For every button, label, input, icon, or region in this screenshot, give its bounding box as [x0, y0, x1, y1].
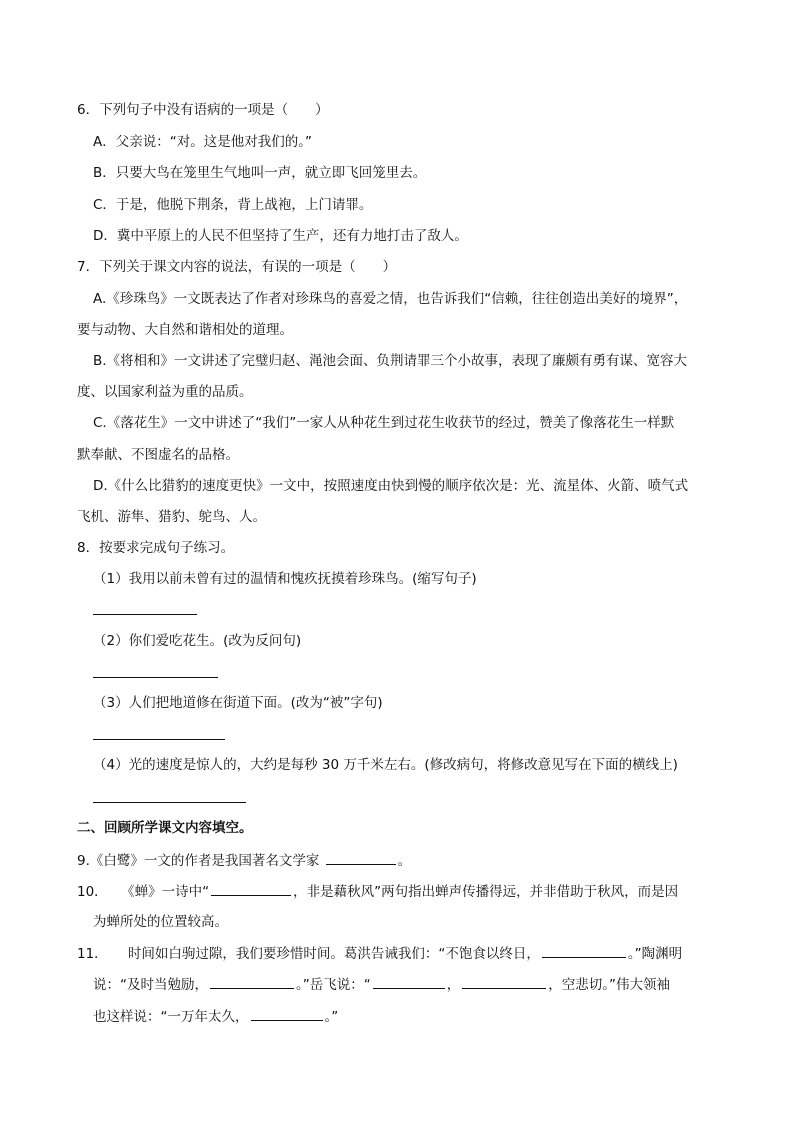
section-2-heading: 二、回顾所学课文内容填空。	[77, 820, 253, 836]
q6-option-c: C．于是，他脱下荆条，背上战袍，上门请罪。	[93, 197, 373, 213]
q8-answer-line-2[interactable]	[93, 677, 218, 678]
q8-answer-line-4[interactable]	[93, 802, 246, 803]
q9-text: 9.《白鹭》一文的作者是我国著名文学家	[77, 853, 324, 869]
q11-text: 11． 时间如白驹过隙，我们要珍惜时间。葛洪告诫我们：“不饱食以终日，	[77, 946, 540, 962]
q6-option-b: B．只要大鸟在笼里生气地叫一声，就立即飞回笼里去。	[93, 165, 427, 181]
q7-option-a-line2: 要与动物、大自然和谐相处的道理。	[77, 322, 293, 338]
q8-item-4: （4）光的速度是惊人的，大约是每秒 30 万千米左右。(修改病句，将修改意见写在下面的横线上)	[93, 757, 678, 773]
q11-blank-4[interactable]	[462, 974, 546, 989]
q10-text-mid: ，非是藉秋风”两句指出蝉声传播得远，并非借助于秋风，而是因	[293, 884, 679, 900]
q11-l3-text-b: 。”	[324, 1009, 339, 1025]
q9-text-end: 。	[397, 853, 412, 869]
q8-answer-line-1[interactable]	[93, 614, 197, 615]
q10-blank[interactable]	[211, 881, 291, 896]
q11-blank-2[interactable]	[210, 974, 294, 989]
q6-option-a: A．父亲说：“对。这是他对我们的。”	[93, 134, 312, 150]
q7-option-c-line1: C.《落花生》一文中讲述了“我们”一家人从种花生到过花生收获节的经过，赞美了像落花生一样默	[93, 415, 675, 431]
q8-item-1: （1）我用以前未曾有过的温情和愧疚抚摸着珍珠鸟。(缩写句子)	[93, 571, 477, 587]
q11-blank-5[interactable]	[251, 1006, 323, 1021]
q10-line-2: 为蝉所处的位置较高。	[93, 914, 228, 930]
q7-stem: 7．下列关于课文内容的说法，有误的一项是（ ）	[77, 259, 397, 275]
q8-item-3: （3）人们把地道修在街道下面。(改为“被”字句)	[93, 695, 383, 711]
q6-option-d: D．冀中平原上的人民不但坚持了生产，还有力地打击了敌人。	[93, 228, 468, 244]
q11-blank-3[interactable]	[373, 974, 445, 989]
q10-text: 10． 《蝉》一诗中“	[77, 884, 210, 900]
q11-line-1	[77, 943, 682, 964]
q7-option-d-line1: D.《什么比猎豹的速度更快》一文中，按照速度由快到慢的顺序依次是：光、流星体、火箭、喷气式	[93, 478, 689, 494]
q8-stem: 8．按要求完成句子练习。	[77, 540, 235, 556]
q7-option-a-line1: A.《珍珠鸟》一文既表达了作者对珍珠鸟的喜爱之情，也告诉我们“信赖，往往创造出美好的境界”，	[93, 291, 688, 307]
q7-option-b-line1: B.《将相和》一文讲述了完璧归赵、渑池会面、负荆请罪三个小故事，表现了廉颇有勇有谋、宽容大	[93, 353, 688, 369]
q11-l2-text-b: 。”岳飞说：“	[296, 977, 371, 993]
q9-blank[interactable]	[326, 850, 396, 865]
q8-answer-line-3[interactable]	[93, 739, 225, 740]
q11-l2-text-a: 说：“及时当勉励，	[93, 977, 208, 993]
q7-option-d-line2: 飞机、游隼、猎豹、鸵鸟、人。	[77, 509, 266, 525]
q7-option-c-line2: 默奉献、不图虚名的品格。	[77, 447, 239, 463]
q10-line-1	[77, 881, 678, 902]
q11-text-end: 。”陶渊明	[627, 946, 683, 962]
q11-line-3	[93, 1006, 338, 1027]
q8-item-2: （2）你们爱吃花生。(改为反问句)	[93, 633, 302, 649]
q11-line-2	[93, 974, 670, 995]
q11-l2-text-d: ，空悲切。”伟大领袖	[548, 977, 670, 993]
q11-l3-text-a: 也这样说：“一万年太久，	[93, 1009, 249, 1025]
q9-line	[77, 850, 411, 871]
q7-option-b-line2: 度、以国家利益为重的品质。	[77, 384, 253, 400]
q11-blank-1[interactable]	[542, 943, 626, 958]
q11-l2-text-c: ，	[446, 977, 461, 993]
q6-stem: 6．下列句子中没有语病的一项是（ ）	[77, 102, 329, 118]
